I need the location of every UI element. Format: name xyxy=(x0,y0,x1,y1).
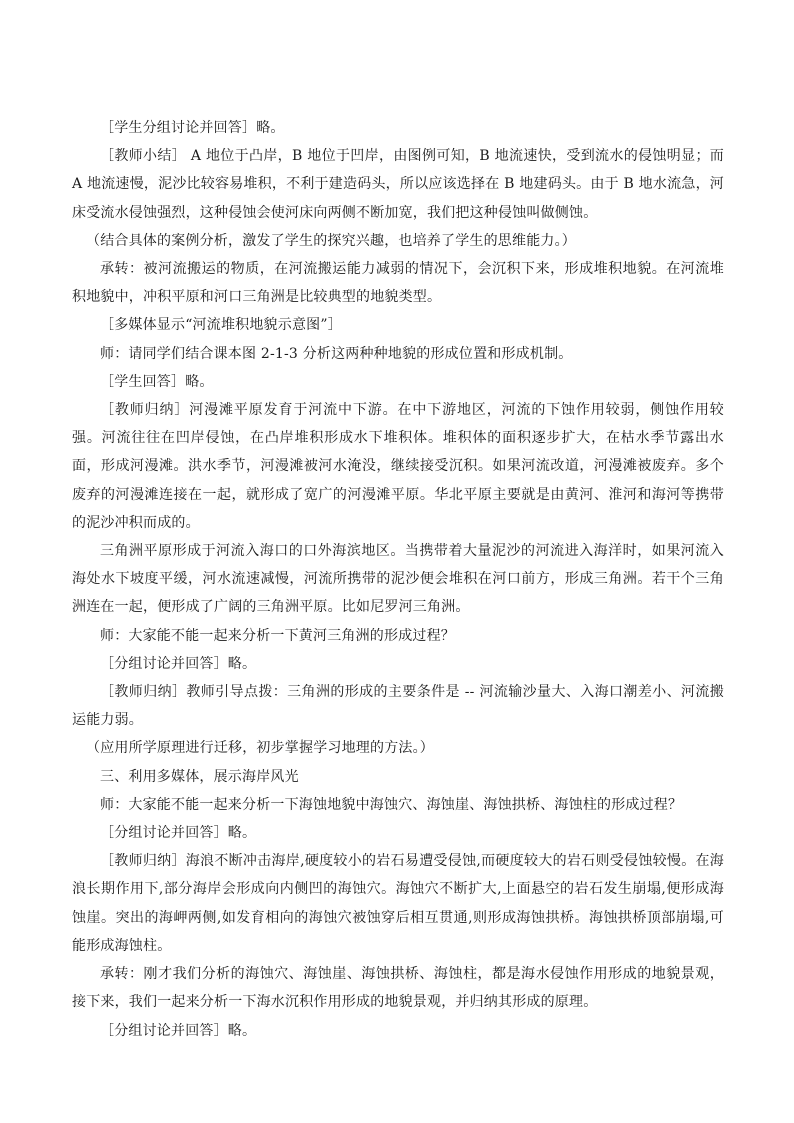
paragraph-sea-erosion-summary: ［教师归纳］海浪不断冲击海岸,硬度较小的岩石易遭受侵蚀,而硬度较大的岩石则受侵蚀较慢。在海浪长期作用下,部分海岸会形成向内侧凹的海蚀穴。海蚀穴不断扩大,上面悬空的岩石发生崩塌,便形成海蚀崖。突出的海岬两侧,如发育相向的海蚀穴被蚀穿后相互贯通,则形成海蚀拱桥。海蚀拱桥顶部崩塌,可能形成海蚀柱。 xyxy=(72,853,724,954)
paragraph-teacher-summary: ［教师小结］ A 地位于凸岸，B 地位于凹岸，由图例可知，B 地流速快，受到流水的侵蚀明显；而 A 地流速慢，泥沙比较容易堆积，不利于建造码头，所以应该选择在 B 地建码头。由于 B 地水流急，河床受流水侵蚀强烈，这种侵蚀会使河床向两侧不断加宽，我们把这种侵蚀叫做侧蚀。 xyxy=(72,148,724,221)
paragraph-student-discussion-1: ［学生分组讨论并回答］略。 xyxy=(100,120,285,136)
paragraph-note-case-analysis: （结合具体的案例分析，激发了学生的探究兴趣，也培养了学生的思维能力。） xyxy=(86,232,576,249)
section-heading-coast: 三、利用多媒体，展示海岸风光 xyxy=(100,768,299,785)
paragraph-group-discussion-2: ［分组讨论并回答］略。 xyxy=(100,825,257,842)
paragraph-multimedia-display: ［多媒体显示“河流堆积地貌示意图”］ xyxy=(100,317,342,334)
paragraph-group-discussion-1: ［分组讨论并回答］略。 xyxy=(100,655,257,672)
paragraph-student-answer: ［学生回答］略。 xyxy=(100,373,214,390)
paragraph-note-transfer: （应用所学原理进行迁移，初步掌握学习地理的方法。） xyxy=(86,740,434,757)
paragraph-delta-plain: 三角洲平原形成于河流入海口的口外海滨地区。当携带着大量泥沙的河流进入海洋时，如果河流入海处水下坡度平缓，河水流速减慢，河流所携带的泥沙便会堆积在河口前方，形成三角洲。若干个三角洲连在一起，便形成了广阔的三角洲平原。比如尼罗河三角洲。 xyxy=(72,543,724,616)
paragraph-floodplain-summary: ［教师归纳］河漫滩平原发育于河流中下游。在中下游地区，河流的下蚀作用较弱，侧蚀作用较强。河流往往在凹岸侵蚀，在凸岸堆积形成水下堆积体。堆积体的面积逐步扩大，在枯水季节露出水面，形成河漫滩。洪水季节，河漫滩被河水淹没，继续接受沉积。如果河流改道，河漫滩被废弃。多个废弃的河漫滩连接在一起，就形成了宽广的河漫滩平原。华北平原主要就是由黄河、淮河和海河等携带的泥沙冲积而成的。 xyxy=(72,402,724,531)
paragraph-delta-conditions: ［教师归纳］教师引导点拨：三角洲的形成的主要条件是 -- 河流输沙量大、入海口潮差小、河流搬运能力弱。 xyxy=(72,684,724,729)
paragraph-group-discussion-3: ［分组讨论并回答］略。 xyxy=(100,1022,257,1039)
paragraph-teacher-question-1: 师：请同学们结合课本图 2-1-3 分析这两种种地貌的形成位置和形成机制。 xyxy=(100,345,573,362)
document-body xyxy=(72,114,724,1045)
paragraph-transition-deposition: 承转：被河流搬运的物质，在河流搬运能力减弱的情况下，会沉积下来，形成堆积地貌。在河流堆积地貌中，冲积平原和河口三角洲是比较典型的地貌类型。 xyxy=(72,261,724,306)
paragraph-teacher-question-3: 师：大家能不能一起来分析一下海蚀地貌中海蚀穴、海蚀崖、海蚀拱桥、海蚀柱的形成过程？ xyxy=(100,796,683,813)
paragraph-teacher-question-2: 师：大家能不能一起来分析一下黄河三角洲的形成过程？ xyxy=(100,627,455,644)
paragraph-transition-sea-deposition: 承转：刚才我们分析的海蚀穴、海蚀崖、海蚀拱桥、海蚀柱，都是海水侵蚀作用形成的地貌景观，接下来，我们一起来分析一下海水沉积作用形成的地貌景观，并归纳其形成的原理。 xyxy=(72,966,724,1011)
